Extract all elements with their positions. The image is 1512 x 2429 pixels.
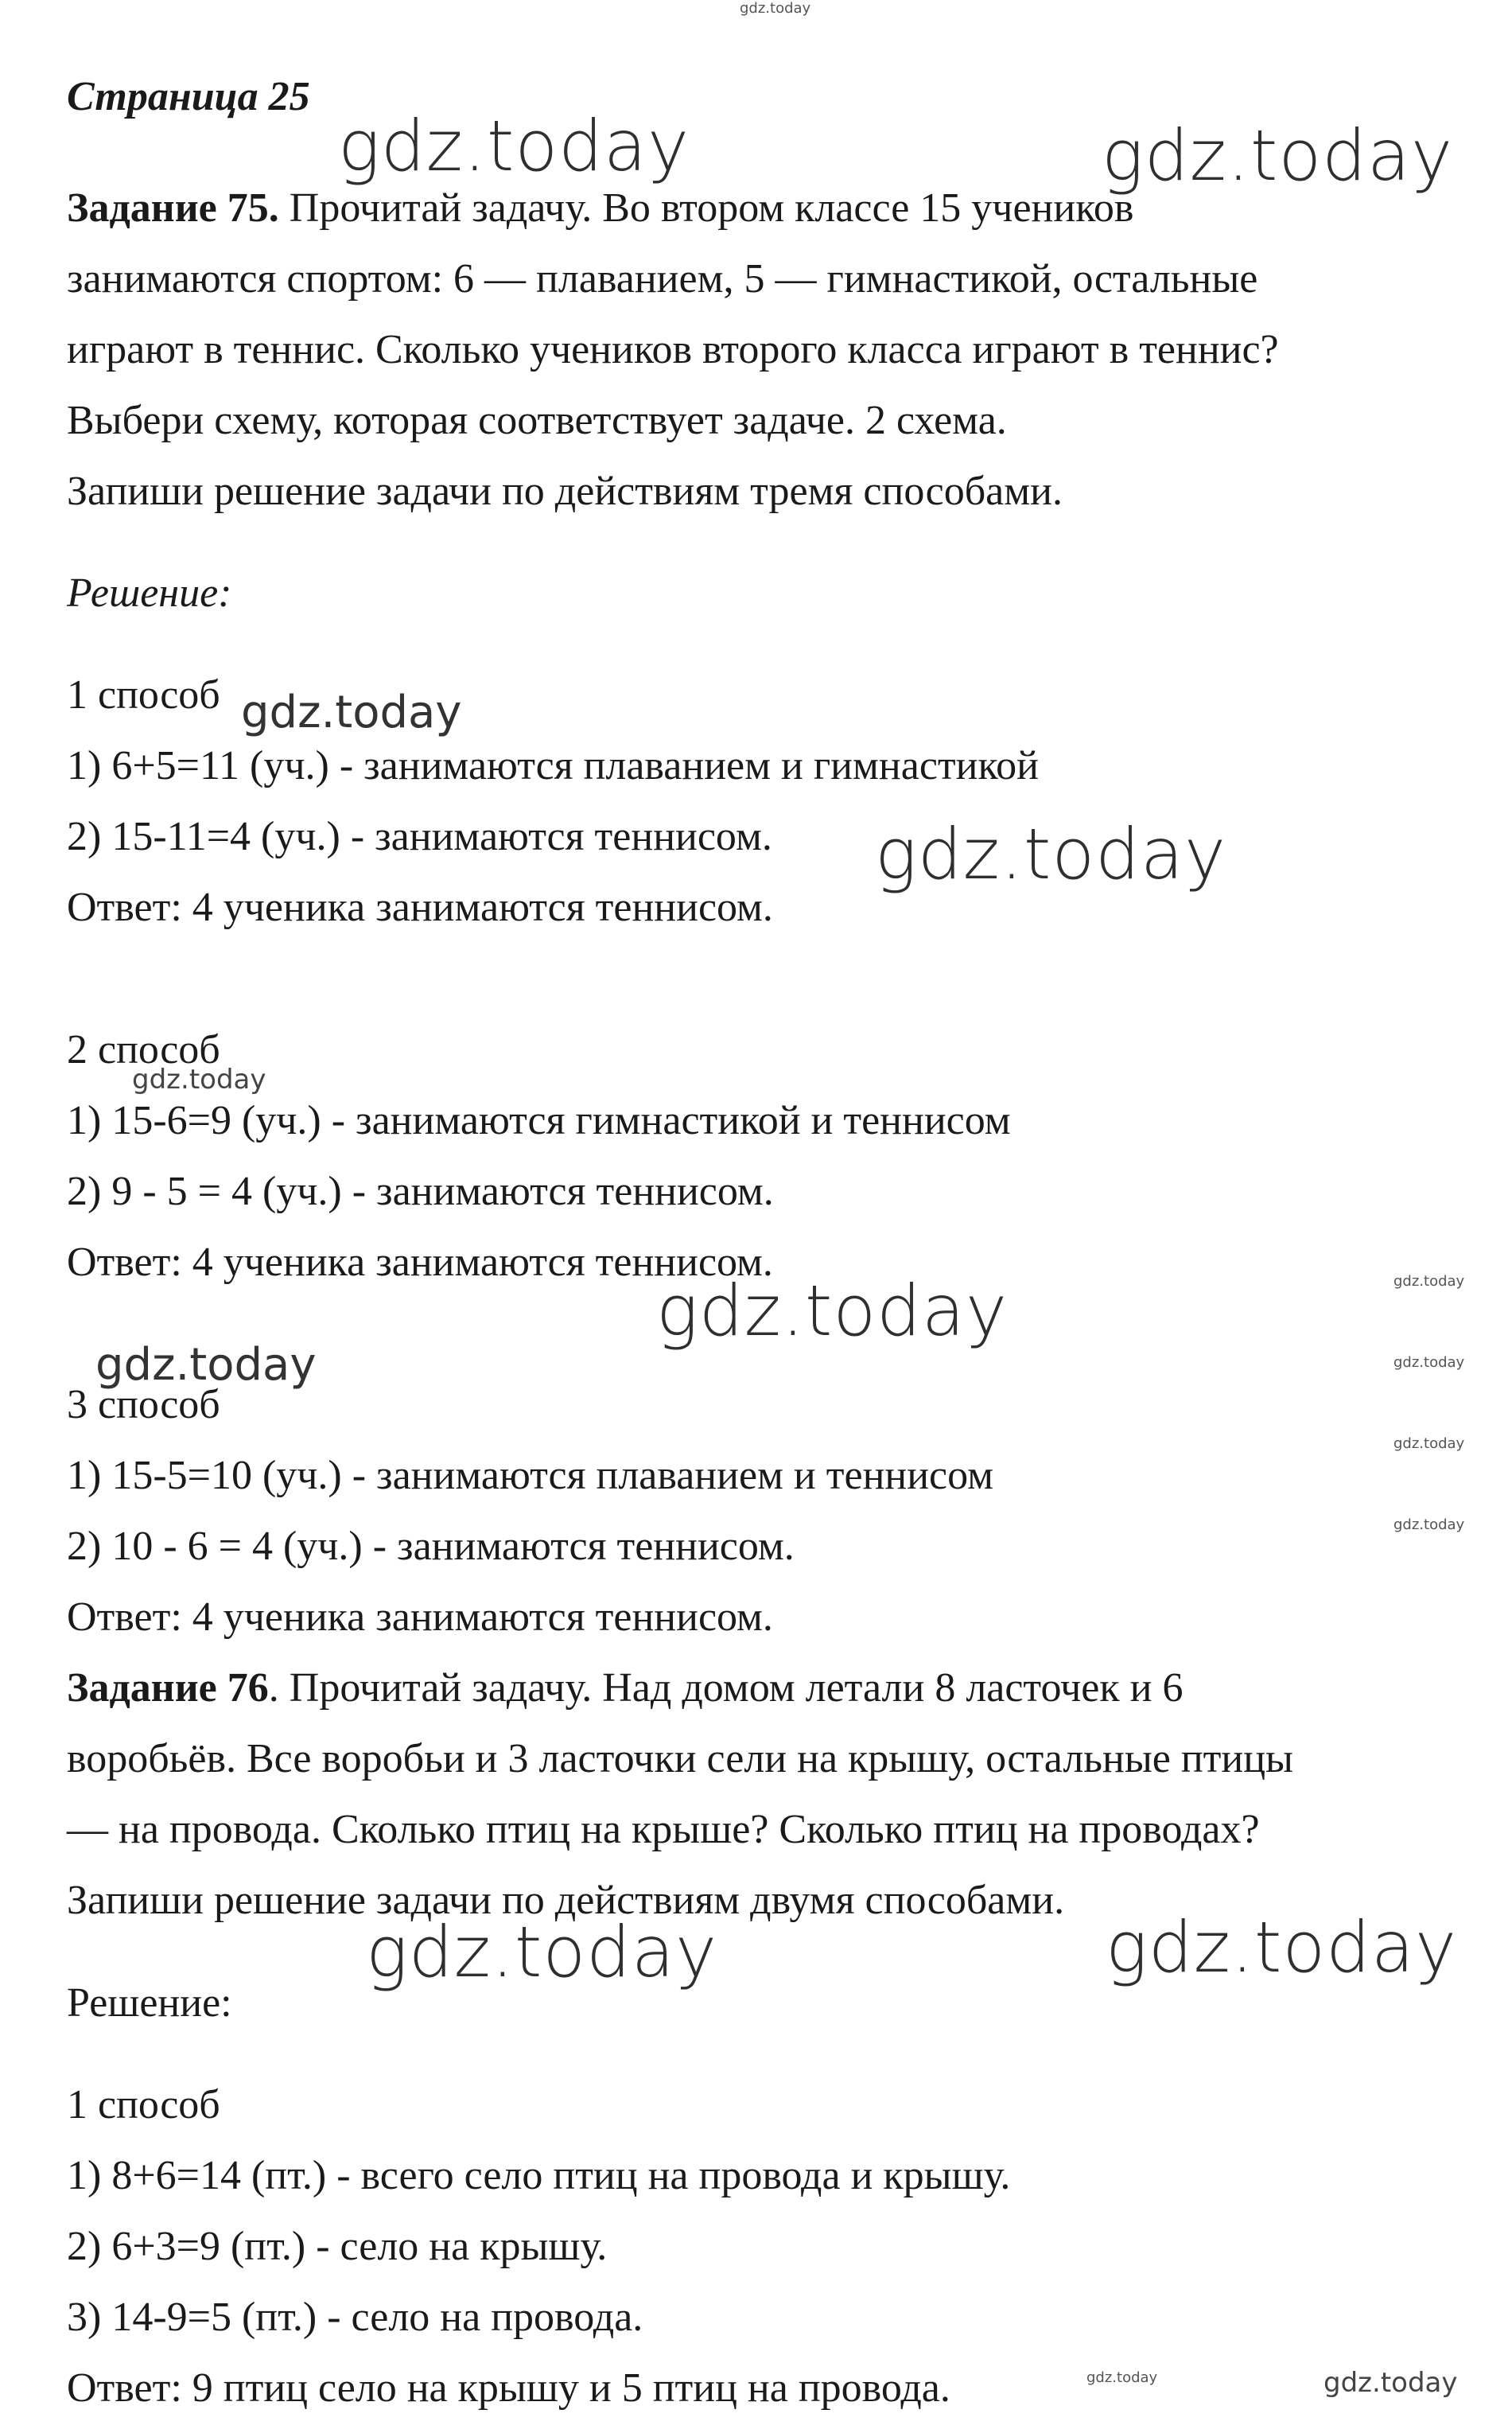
task75-line-4: Выбери схему, которая соответствует задаче. 2 схема. <box>67 398 1007 443</box>
task76-method1-title: 1 способ <box>67 2082 220 2127</box>
task76-line-1 <box>67 1664 1183 1712</box>
task76-method1-answer: Ответ: 9 птиц село на крышу и 5 птиц на провода. <box>67 2365 950 2411</box>
task75-method1-title: 1 способ <box>67 672 220 718</box>
task76-method1-step3: 3) 14-9=5 (пт.) - село на провода. <box>67 2295 643 2340</box>
task75-label: Задание 75. <box>67 185 279 231</box>
task76-line-3: — на провода. Сколько птиц на крыше? Сколько птиц на проводах? <box>67 1807 1260 1852</box>
watermark: gdz.today <box>740 0 811 17</box>
task75-method1-step2: 2) 15-11=4 (уч.) - занимаются теннисом. <box>67 814 772 859</box>
watermark: gdz.today <box>1102 115 1454 197</box>
task75-method1-answer: Ответ: 4 ученика занимаются теннисом. <box>67 885 773 930</box>
task75-method3-answer: Ответ: 4 ученика занимаются теннисом. <box>67 1594 773 1640</box>
page-heading: Страница 25 <box>67 74 310 119</box>
task76-solution-label: Решение: <box>67 1980 232 2026</box>
task75-line-1 <box>67 185 1133 232</box>
watermark: gdz.today <box>338 105 690 187</box>
task75-method2-answer: Ответ: 4 ученика занимаются теннисом. <box>67 1240 773 1285</box>
task75-method2-title: 2 способ <box>67 1027 220 1072</box>
task76-line-4: Запиши решение задачи по действиям двумя способами. <box>67 1878 1065 1923</box>
watermark: gdz.today <box>241 687 462 738</box>
task76-text-1: . Прочитай задачу. Над домом летали 8 ласточек и 6 <box>268 1665 1184 1711</box>
task76-line-2: воробьёв. Все воробьи и 3 ласточки сели на крышу, остальные птицы <box>67 1736 1293 1781</box>
task75-method3-step2: 2) 10 - 6 = 4 (уч.) - занимаются теннисом. <box>67 1524 795 1569</box>
task75-method3-step1: 1) 15-5=10 (уч.) - занимаются плаванием и теннисом <box>67 1453 994 1498</box>
watermark: gdz.today <box>1086 2369 1158 2386</box>
watermark: gdz.today <box>95 1339 317 1391</box>
task76-method1-step1: 1) 8+6=14 (пт.) - всего село птиц на провода и крышу. <box>67 2153 1011 2198</box>
task75-solution-label: Решение: <box>67 570 232 616</box>
task75-text-1: Прочитай задачу. Во втором классе 15 учеников <box>278 185 1134 231</box>
task75-line-3: играют в теннис. Сколько учеников второго класса играют в теннис? <box>67 327 1279 372</box>
watermark: gdz.today <box>1106 1906 1458 1988</box>
watermark: gdz.today <box>1393 1435 1465 1452</box>
task75-line-2: занимаются спортом: 6 — плаванием, 5 — гимнастикой, остальные <box>67 256 1258 302</box>
task76-label: Задание 76 <box>67 1665 269 1711</box>
watermark: gdz.today <box>1393 1354 1465 1371</box>
watermark: gdz.today <box>1393 1273 1465 1290</box>
task75-method1-step1: 1) 6+5=11 (уч.) - занимаются плаванием и гимнастикой <box>67 743 1039 788</box>
watermark: gdz.today <box>366 1911 718 1993</box>
task75-method3-title: 3 способ <box>67 1382 220 1427</box>
watermark: gdz.today <box>656 1270 1009 1352</box>
watermark: gdz.today <box>1393 1516 1465 1533</box>
watermark: gdz.today <box>1323 2367 1458 2399</box>
watermark: gdz.today <box>875 813 1227 895</box>
task75-method2-step2: 2) 9 - 5 = 4 (уч.) - занимаются теннисом. <box>67 1169 774 1214</box>
task75-method2-step1: 1) 15-6=9 (уч.) - занимаются гимнастикой и теннисом <box>67 1098 1011 1143</box>
task75-line-5: Запиши решение задачи по действиям тремя способами. <box>67 469 1063 514</box>
watermark: gdz.today <box>132 1064 266 1096</box>
task76-method1-step2: 2) 6+3=9 (пт.) - село на крышу. <box>67 2224 608 2269</box>
